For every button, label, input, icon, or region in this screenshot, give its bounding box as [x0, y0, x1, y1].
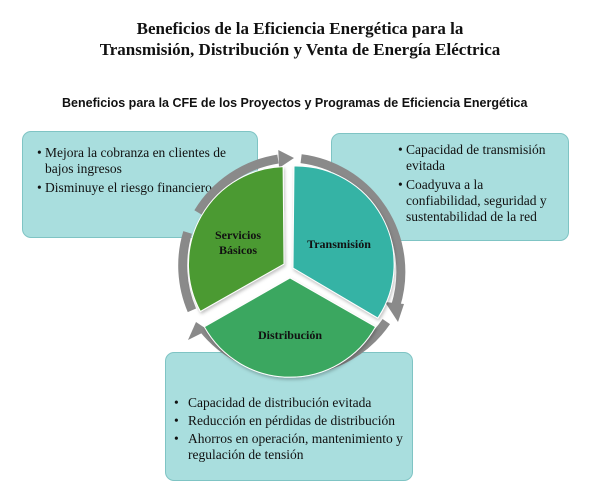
title-line-1: Beneficios de la Eficiencia Energética para la [136, 19, 464, 38]
segment-label-basicos: Básicos [218, 243, 258, 257]
benefit-item: • Mejora la cobranza en clientes de bajos ingresos [37, 145, 247, 177]
segment-label-servicios: Servicios [215, 228, 261, 242]
benefit-item: • Capacidad de distribución evitada [174, 395, 406, 411]
benefit-item: • Ahorros en operación, mantenimiento y regulación de tensión [174, 431, 406, 463]
benefit-item: • Capacidad de transmisión evitada [398, 142, 560, 174]
diagram-subtitle: Beneficios para la CFE de los Proyectos y Programas de Eficiencia Energética [62, 96, 528, 110]
segment-label-transmision: Transmisión [307, 237, 371, 251]
benefit-item: • Reducción en pérdidas de distribución [174, 413, 406, 429]
benefit-item: • Coadyuva a la confiabilidad, seguridad y sustentabilidad de la red [398, 177, 560, 225]
title-line-2: Transmisión, Distribución y Venta de Energía Eléctrica [99, 40, 501, 59]
arrowhead [385, 302, 404, 322]
benefit-item: • Disminuye el riesgo financiero [37, 180, 247, 196]
segment-label-distribucion: Distribución [257, 328, 323, 342]
arrowhead [278, 150, 294, 168]
